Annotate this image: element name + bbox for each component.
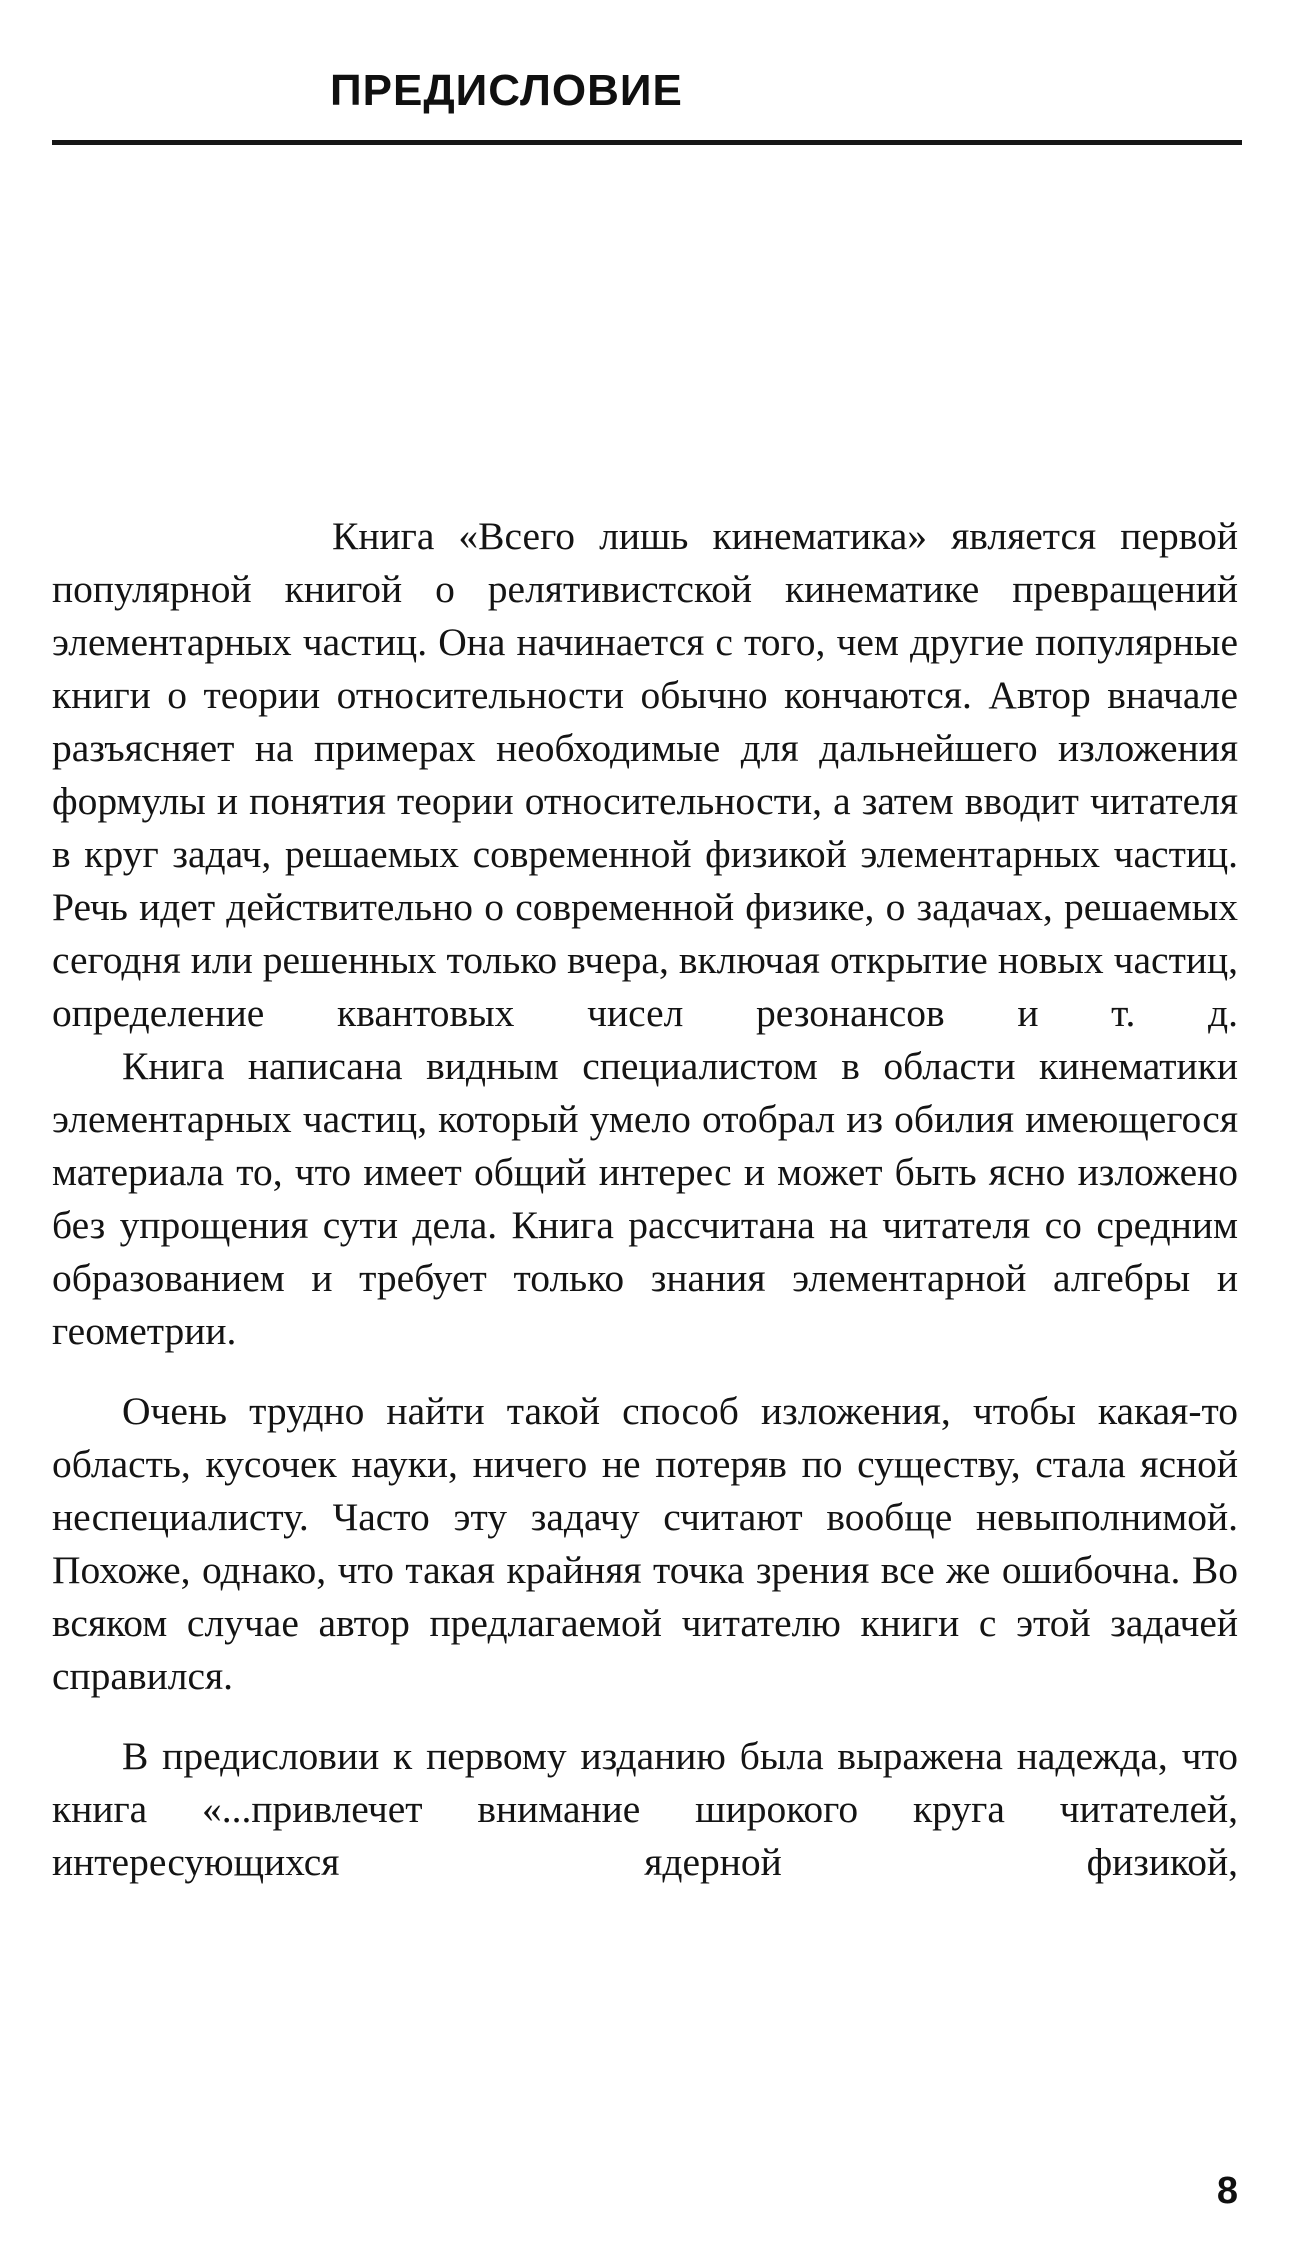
- page-title: ПРЕДИСЛОВИЕ: [330, 66, 683, 115]
- header-rule: [52, 140, 1242, 145]
- preface-body: [52, 510, 1238, 1889]
- paragraph: Очень трудно найти такой способ изложения, чтобы какая-то область, кусочек науки, ничего не потеряв по существу, стала ясной неспециалисту. Часто эту задачу считают вообще невыполнимой. Похоже, однако, что такая крайняя точка зрения все же ошибочна. Во всяком случае автор предлагаемой читателю книги с этой задачей справился.: [52, 1389, 1238, 1698]
- paragraph: В предисловии к первому изданию была выражена надежда, что книга «...привлечет внимание широкого круга читателей, интересующихся ядерной физикой,: [52, 1734, 1238, 1884]
- paragraph: Книга написана видным специалистом в области кинематики элементарных частиц, который умело отобрал из обилия имеющегося материала то, что имеет общий интерес и может быть ясно изложено без упрощения сути дела. Книга рассчитана на читателя со средним образованием и требует только знания элементарной алгебры и геометрии.: [52, 1044, 1238, 1353]
- paragraph: Книга «Всего лишь кинематика» является первой популярной книгой о релятивистской кинематике превращений элементарных частиц. Она начинается с того, чем другие популярные книги о теории относительности обычно кончаются. Автор вначале разъясняет на примерах необходимые для дальнейшего изложения формулы и понятия теории относительности, а затем вводит читателя в круг задач, решаемых современной физикой элементарных частиц. Речь идет действительно о современной физике, о задачах, решаемых сегодня или решенных только вчера, включая открытие новых частиц, определение квантовых чисел резонансов и т. д.: [52, 514, 1238, 1035]
- page-number: 8: [1216, 2170, 1238, 2212]
